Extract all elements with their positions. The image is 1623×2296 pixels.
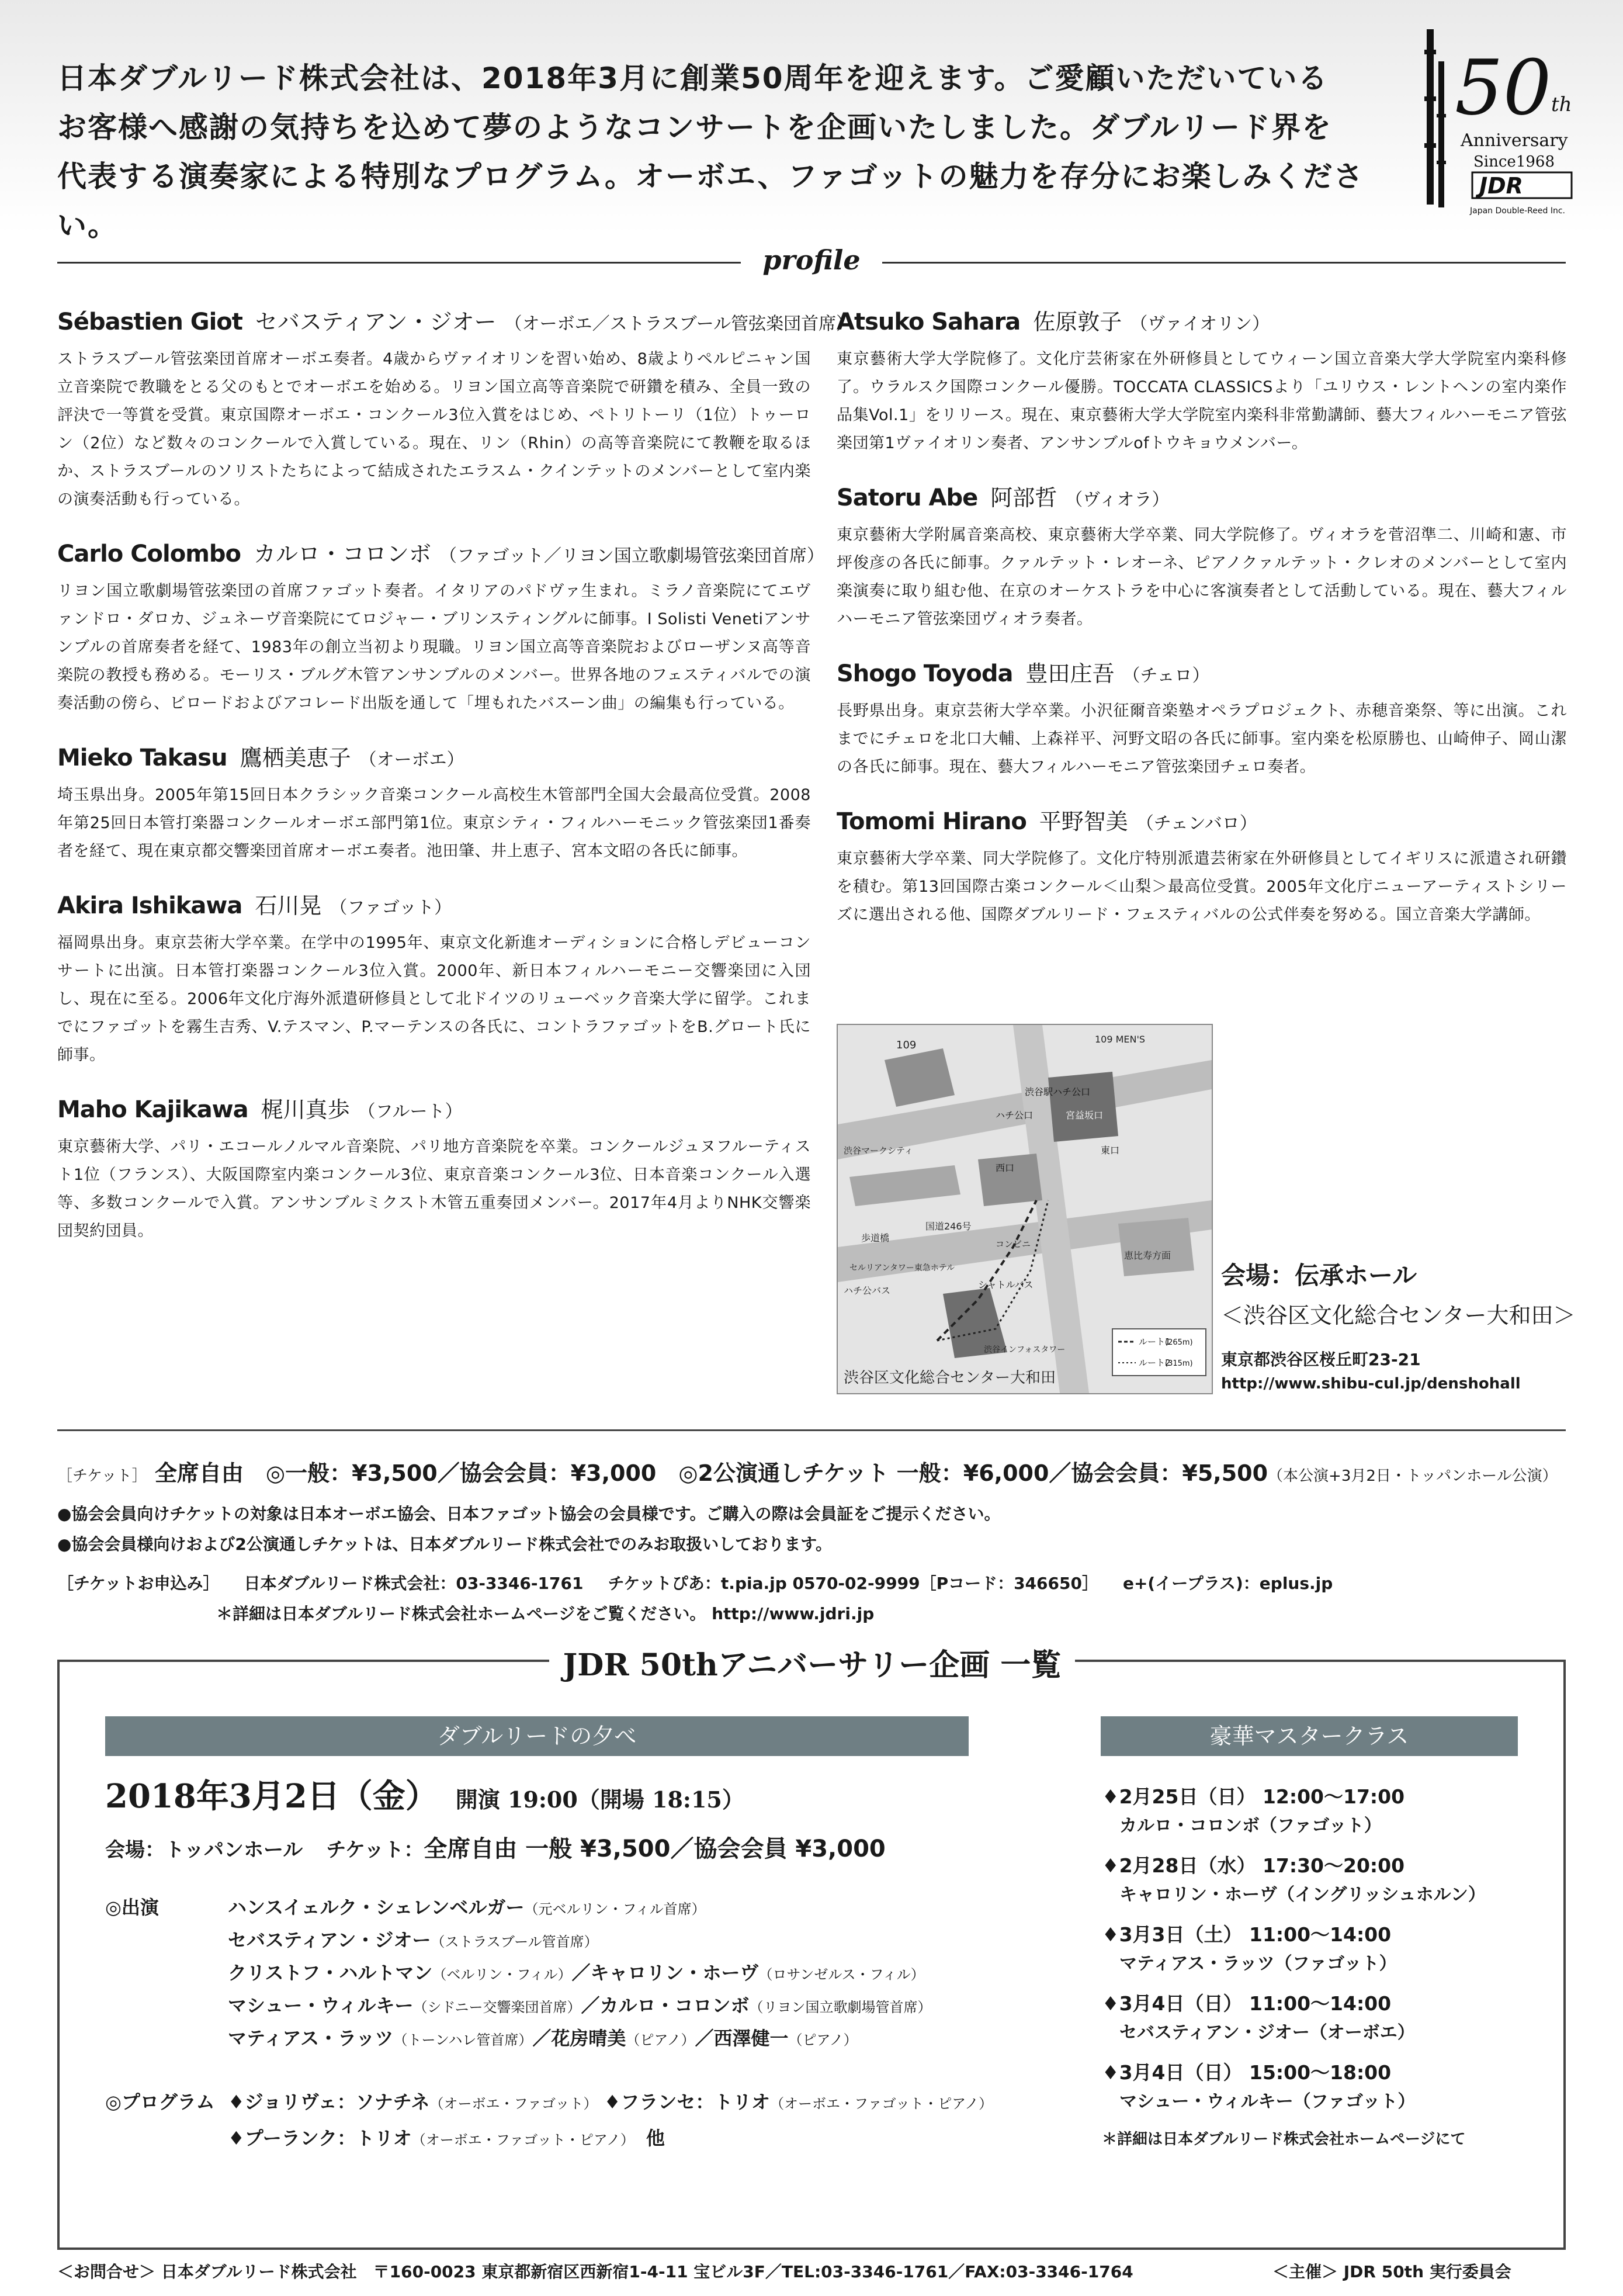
performer-row: [105, 1891, 1040, 1924]
profile-bio: 埼玉県出身。2005年第15回日本クラシック音楽コンクール高校生木管部門全国大会最高位受賞。2008年第25回日本管打楽器コンクールオーボエ部門第1位。東京シティ・フィルハーモニック管弦楽団1番奏者を経て、現在東京都交響楽団首席オーボエ奏者。池田肇、井上恵子、宮本文昭の各氏に師事。: [57, 786, 811, 860]
profile-hirano: [837, 804, 1567, 929]
map-label: 109 MEN'S: [1095, 1034, 1146, 1045]
profile-bio: 長野県出身。東京芸術大学卒業。小沢征爾音楽塾オペラプロジェクト、赤穂音楽祭、等に出演。これまでにチェロを北口大輔、上森祥平、河野文昭の各氏に師事。室内楽を松原勝也、山崎伸子、岡山潔の各氏に師事。現在、藝大フィルハーモニア管弦楽団チェロ奏者。: [837, 702, 1567, 776]
performer-name: マティアス・ラッツ: [228, 2027, 394, 2049]
logo-th: th: [1551, 93, 1572, 116]
logo-company: Japan Double-Reed Inc.: [1470, 206, 1565, 216]
venue-subtitle: ＜渋谷区文化総合センター大和田＞: [1221, 1303, 1576, 1328]
anniversary-logo: [1414, 26, 1589, 225]
venue-map: [837, 1024, 1213, 1394]
profile-name-jp: カルロ・コロンボ: [254, 541, 432, 567]
masterclass-item: [1102, 1920, 1523, 1979]
program-instruments: （オーボエ・ファゴット・ピアノ）: [770, 2096, 993, 2112]
venue-info: [1221, 1256, 1601, 1393]
map-label: 西口: [996, 1162, 1015, 1173]
masterclass-teacher: セバスティアン・ジオー（オーボエ）: [1119, 2023, 1415, 2043]
event-ticket-label: チケット：: [326, 1838, 424, 1862]
program-list: [105, 2084, 1063, 2156]
masterclass-item: [1102, 1782, 1523, 1841]
map-legend-route2: ルート2: [1139, 1357, 1171, 1368]
performer-affiliation: （ストラスブール管首席）: [431, 1934, 598, 1950]
footer: [57, 2259, 1576, 2283]
masterclass-item: [1102, 1851, 1523, 1910]
ticket-order: [57, 1568, 1576, 1599]
profile-role: （ファゴット）: [330, 898, 452, 918]
map-caption: 渋谷区文化総合センター大和田: [844, 1369, 1056, 1387]
performer-affiliation: （元ベルリン・フィル首席）: [524, 1901, 706, 1917]
map-label: 恵比寿方面: [1124, 1250, 1171, 1261]
program-row: [105, 2084, 1063, 2120]
performer-row: [105, 2022, 1040, 2055]
divider: [57, 1429, 1566, 1431]
masterclass-bar: 豪華マスタークラス: [1101, 1716, 1518, 1756]
profile-abe: [837, 480, 1567, 633]
masterclass-date: ♦2月25日（日） 12:00〜17:00: [1102, 1785, 1405, 1808]
ticket-order-jdr: 日本ダブルリード株式会社：03-3346-1761: [244, 1574, 584, 1593]
events-box-title: JDR 50thアニバーサリー企画 一覧: [549, 1640, 1075, 1684]
profile-toyoda: [837, 656, 1567, 781]
profile-name-en: Satoru Abe: [837, 484, 978, 511]
performer-name: ／カルロ・コロンボ: [581, 1994, 750, 2017]
map-label: シャトルバス: [978, 1279, 1034, 1290]
masterclass-date: ♦2月28日（水） 17:30〜20:00: [1102, 1854, 1405, 1877]
program-piece: ♦プーランク：トリオ: [228, 2127, 412, 2149]
profile-name-en: Tomomi Hirano: [837, 808, 1026, 835]
profile-bio: 東京藝術大学卒業、同大学院修了。文化庁特別派遣芸術家在外研修員としてイギリスに派遣され研鑽を積む。第13回国際古楽コンクール＜山梨＞最高位受賞。2005年文化庁ニューアーティストシリーズに選出される他、国際ダブルリード・フェスティバルの公式伴奏を努める。国立音楽大学講師。: [837, 850, 1567, 924]
performer-row: [105, 1989, 1040, 2022]
profiles-left-column: [57, 304, 854, 1268]
ticket-order-pia: チケットぴあ：t.pia.jp 0570-02-9999［Pコード：346650］: [608, 1574, 1098, 1593]
masterclass-teacher: キャロリン・ホーヴ（イングリッシュホルン）: [1119, 1885, 1486, 1905]
profile-sahara: [837, 304, 1567, 458]
performers-label: ◎出演: [105, 1896, 159, 1918]
profile-kajikawa: [57, 1092, 811, 1245]
ticket-label: ［チケット］: [57, 1467, 147, 1485]
event-venue-label: 会場：トッパンホール: [105, 1838, 303, 1862]
soiree-bar: ダブルリードの夕べ: [105, 1716, 969, 1756]
map-label: 国道246号: [925, 1221, 972, 1232]
footer-contact: ＜お問合せ＞ 日本ダブルリード株式会社 〒160-0023 東京都新宿区西新宿1-4-11 宝ビル3F／TEL:03-3346-1761／FAX:03-3346-1764: [57, 2262, 1133, 2281]
profile-role: （ファゴット／リヨン国立歌劇場管弦楽団首席）: [439, 546, 824, 566]
footer-host: ＜主催＞ JDR 50th 実行委員会: [1272, 2262, 1511, 2281]
masterclass-teacher: カルロ・コロンボ（ファゴット）: [1119, 1816, 1382, 1836]
profile-name-jp: 石川晃: [255, 893, 322, 919]
masterclass-list: [1102, 1782, 1523, 2149]
profile-title: profile: [762, 244, 861, 276]
performer-affiliation: （ピアノ）: [626, 2032, 695, 2048]
map-label: 渋谷インフォスタワー: [984, 1345, 1066, 1355]
map-legend-route2-dist: (315m): [1165, 1359, 1193, 1368]
program-piece: ♦フランセ：トリオ: [604, 2091, 771, 2113]
profile-bio: リヨン国立歌劇場管弦楽団の首席ファゴット奏者。イタリアのパドヴァ生まれ。ミラノ音楽院にてエヴァンドロ・ダロカ、ジュネーヴ音楽院にてロジャー・ブリンスティングルに師事。I Solisti Venetiアンサンブルの首席奏者を経て、1983年の創立当初より現職。リヨン国立高等音楽院およびローザンヌ高等音楽院の教授も務める。モーリス・ブルグ木管アンサンブルのメンバー。世界各地のフェスティバルでの演奏活動の傍ら、ビロードおよびアコレード出版を通して「埋もれたバスーン曲」の編集も行っている。: [57, 582, 811, 712]
ticket-main: 全席自由 ◎一般：¥3,500／協会会員：¥3,000 ◎2公演通しチケット 一般：¥6,000／協会会員：¥5,500: [154, 1460, 1268, 1486]
logo-anniversary: Anniversary: [1461, 130, 1568, 151]
map-label: コンビニ: [996, 1239, 1031, 1249]
performers-list: [105, 1891, 1040, 2055]
masterclass-date: ♦3月4日（日） 11:00〜14:00: [1102, 1992, 1392, 2015]
map-label: 歩道橋: [861, 1232, 890, 1244]
performer-affiliation: （ベルリン・フィル）: [432, 1966, 572, 1983]
performer-name: ／西澤健一: [695, 2027, 789, 2049]
profile-bio: 東京藝術大学大学院修了。文化庁芸術家在外研修員としてウィーン国立音楽大学大学院室内楽科修了。ウラルスク国際コンクール優勝。TOCCATA CLASSICSより「ユリウス・レントヘンの室内楽作品集Vol.1」をリリース。現在、東京藝術大学大学院室内楽科非常勤講師、藝大フィルハーモニア管弦楽団第1ヴァイオリン奏者、アンサンブルofトウキョウメンバー。: [837, 350, 1567, 452]
performer-name: ハンスイェルク・シェレンベルガー: [228, 1896, 525, 1918]
map-label: ハチ公口: [996, 1110, 1034, 1121]
profile-name-en: Akira Ishikawa: [57, 892, 242, 919]
ticket-note-2: ●協会会員様向けおよび2公演通しチケットは、日本ダブルリード株式会社でのみお取扱いしております。: [57, 1535, 833, 1554]
masterclass-item: [1102, 1989, 1523, 2048]
profile-bio: ストラスブール管弦楽団首席オーボエ奏者。4歳からヴァイオリンを習い始め、8歳よりペルピニャン国立音楽院で教職をとる父のもとでオーボエを始める。リヨン国立高等音楽院で研鑽を積み、全員一致の評決で一等賞を受賞。東京国際オーボエ・コンクール3位入賞をはじめ、ペトリトーリ（1位）トゥーロン（2位）など数々のコンクールで入賞している。現在、リン（Rhin）の高等音楽院にて教鞭を取るほか、ストラスブールのソリストたちによって結成されたエラスム・クインテットのメンバーとして室内楽の演奏活動も行っている。: [57, 350, 811, 508]
performer-affiliation: （シドニー交響楽団首席）: [413, 1999, 581, 2016]
masterclass-date: ♦3月4日（日） 15:00〜18:00: [1102, 2061, 1392, 2084]
masterclass-teacher: マシュー・ウィルキー（ファゴット）: [1119, 2091, 1416, 2112]
map-label: 109: [896, 1039, 917, 1051]
profile-name-jp: 豊田庄吾: [1025, 661, 1115, 687]
profile-name-jp: セバスティアン・ジオー: [255, 309, 497, 335]
performer-row: [105, 1924, 1040, 1956]
intro-line-1: 日本ダブルリード株式会社は、2018年3月に創業50周年を迎えます。ご愛顧いただいている: [57, 61, 1329, 95]
profile-section-heading: [0, 244, 1623, 279]
map-legend: [1112, 1329, 1206, 1376]
performer-row: [105, 1956, 1040, 1989]
profile-name-en: Shogo Toyoda: [837, 660, 1013, 687]
profile-takasu: [57, 740, 811, 865]
performer-name: セバスティアン・ジオー: [228, 1929, 431, 1951]
profile-name-en: Maho Kajikawa: [57, 1096, 248, 1123]
profile-rule-left: [57, 262, 741, 264]
performer-name: ／花房晴美: [532, 2027, 626, 2049]
performer-affiliation: （トーンハレ管首席）: [393, 2032, 533, 2048]
masterclass-date: ♦3月3日（土） 11:00〜14:00: [1102, 1923, 1392, 1946]
performer-name: マシュー・ウィルキー: [228, 1994, 414, 2017]
program-row: [105, 2120, 1063, 2156]
event-venue: [105, 1830, 886, 1864]
event-ticket-value: 全席自由 一般 ¥3,500／協会会員 ¥3,000: [424, 1836, 886, 1862]
profile-name-jp: 梶川真歩: [261, 1097, 350, 1123]
program-instruments: （オーボエ・ファゴット・ピアノ）: [411, 2132, 627, 2148]
intro-text: [57, 54, 1383, 250]
oboe-bassoon-logo-icon: [1414, 26, 1589, 225]
venue-map-drawing: [838, 1025, 1212, 1393]
profile-rule-right: [882, 262, 1566, 264]
profile-name-jp: 佐原敦子: [1033, 309, 1122, 335]
profile-name-jp: 鷹栖美恵子: [240, 745, 351, 771]
logo-since: Since1968: [1473, 153, 1555, 171]
profile-bio: 福岡県出身。東京芸術大学卒業。在学中の1995年、東京文化新進オーディションに合格しデビューコンサートに出演。日本管打楽器コンクール3位入賞。2000年、新日本フィルハーモニー交響楽団に入団し、現在に至る。2006年文化庁海外派遣研修員として北ドイツのリューベック音楽大学に留学。これまでにファゴットを霧生吉秀、V.テスマン、P.マーテンスの各氏に、コントラファゴットをB.グロート氏に師事。: [57, 934, 811, 1064]
masterclass-note: ＊詳細は日本ダブルリード株式会社ホームページにて: [1102, 2131, 1466, 2148]
performer-affiliation: （ロサンゼルス・フィル）: [758, 1966, 925, 1983]
profile-name-en: Sébastien Giot: [57, 309, 242, 335]
performer-name: ／キャロリン・ホーヴ: [571, 1962, 759, 1984]
profile-bio: 東京藝術大学、パリ・エコールノルマル音楽院、パリ地方音楽院を卒業。コンクールジュヌフルーティスト1位（フランス）、大阪国際室内楽コンクール3位、東京音楽コンクール3位、日本音楽コンクール入選等、多数コンクールで入賞。アンサンブルミクスト木管五重奏団メンバー。2017年4月よりNHK交響楽団契約団員。: [57, 1138, 811, 1240]
profile-role: （オーボエ／ストラスブール管弦楽団首席）: [504, 314, 854, 334]
profile-name-en: Mieko Takasu: [57, 744, 227, 771]
ticket-note-1: ●協会会員向けチケットの対象は日本オーボエ協会、日本ファゴット協会の会員様です。ご購入の際は会員証をご提示ください。: [57, 1504, 1001, 1523]
profile-role: （ヴィオラ）: [1065, 490, 1170, 510]
map-legend-route1-dist: (265m): [1165, 1338, 1193, 1347]
masterclass-teacher: マティアス・ラッツ（ファゴット）: [1119, 1954, 1397, 1974]
performer-affiliation: （ピアノ）: [788, 2032, 858, 2048]
ticket-main-note: （本公演+3月2日・トッパンホール公演）: [1268, 1467, 1558, 1485]
event-date: [105, 1771, 744, 1817]
intro-line-3: 代表する演奏家による特別なプログラム。オーボエ、ファゴットの魅力を存分にお楽しみください。: [57, 160, 1364, 243]
ticket-details: ＊詳細は日本ダブルリード株式会社ホームページをご覧ください。 http://www.jdri.jp: [216, 1604, 875, 1623]
profile-role: （ヴァイオリン）: [1130, 314, 1270, 334]
profile-ishikawa: [57, 888, 811, 1069]
map-label: 渋谷マークシティ: [844, 1145, 913, 1156]
venue-url[interactable]: http://www.shibu-cul.jp/denshohall: [1221, 1375, 1521, 1393]
logo-jdr: JDR: [1479, 173, 1523, 199]
logo-fifty: 50: [1455, 43, 1552, 132]
ticket-prices: [57, 1455, 1576, 1487]
profile-name-jp: 阿部哲: [990, 485, 1057, 511]
profile-name-en: Carlo Colombo: [57, 541, 241, 567]
program-etc: 他: [646, 2127, 665, 2149]
map-legend-route1: ルート1: [1139, 1336, 1171, 1347]
venue-name: 会場：伝承ホール: [1221, 1261, 1417, 1290]
profile-name-jp: 平野智美: [1039, 809, 1128, 834]
profiles-right-column: [837, 304, 1567, 951]
profile-role: （チェロ）: [1122, 666, 1210, 686]
event-time: 開演 19:00（開場 18:15）: [455, 1786, 744, 1813]
venue-address: 東京都渋谷区桜丘町23-21: [1221, 1350, 1421, 1369]
event-date-text: 2018年3月2日（金）: [105, 1777, 438, 1816]
profile-role: （チェンバロ）: [1136, 813, 1257, 834]
map-label: 宮益坂口: [1066, 1110, 1104, 1121]
performer-name: クリストフ・ハルトマン: [228, 1962, 433, 1984]
map-label: セルリアンタワー東急ホテル: [849, 1263, 955, 1273]
map-label: 東口: [1101, 1145, 1120, 1156]
profile-role: （フルート）: [358, 1102, 463, 1122]
map-label: ハチ公バス: [844, 1285, 891, 1296]
profile-role: （オーボエ）: [359, 750, 464, 770]
ticket-order-label: ［チケットお申込み］: [57, 1574, 220, 1593]
program-instruments: （オーボエ・ファゴット）: [429, 2096, 598, 2112]
profile-giot: [57, 304, 854, 514]
profile-bio: 東京藝術大学附属音楽高校、東京藝術大学卒業、同大学院修了。ヴィオラを菅沼準二、川崎和憲、市坪俊彦の各氏に師事。クァルテット・レオーネ、ピアノクァルテット・クレオのメンバーとして室内楽演奏に取り組む他、在京のオーケストラを中心に客演奏者として活動している。現在、藝大フィルハーモニア管弦楽団ヴィオラ奏者。: [837, 526, 1567, 628]
map-label: 渋谷駅ハチ公口: [1025, 1086, 1091, 1097]
program-piece: ♦ジョリヴェ：ソナチネ: [228, 2091, 430, 2113]
ticket-info: [57, 1455, 1576, 1629]
program-label: ◎プログラム: [105, 2091, 215, 2113]
performer-affiliation: （リヨン国立歌劇場管首席）: [749, 1999, 932, 2016]
profile-name-en: Atsuko Sahara: [837, 309, 1021, 335]
intro-line-2: お客様へ感謝の気持ちを込めて夢のようなコンサートを企画いたしました。ダブルリード界を: [57, 110, 1332, 144]
masterclass-item: [1102, 2058, 1523, 2117]
ticket-order-eplus: e+(イープラス)：eplus.jp: [1122, 1574, 1333, 1593]
profile-colombo: [57, 536, 824, 718]
